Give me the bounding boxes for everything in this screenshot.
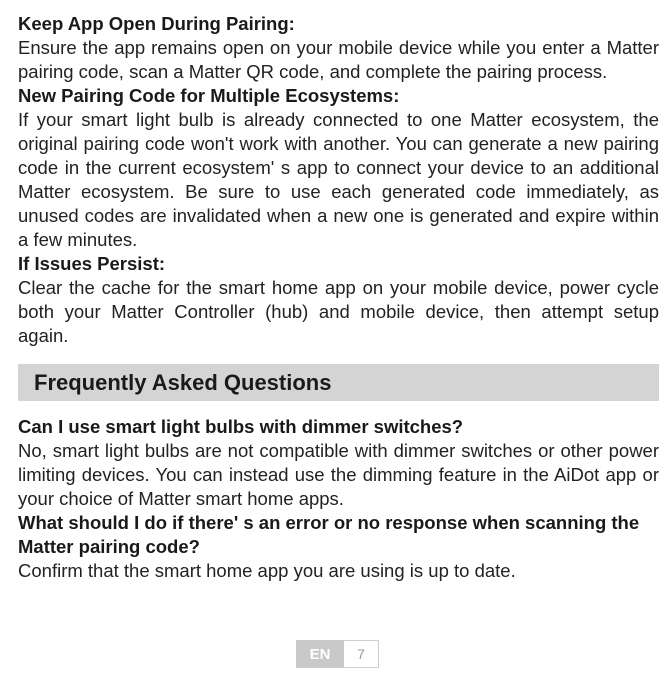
faq-question: What should I do if there' s an error or no response when scanning the Matter pairing code?: [18, 512, 640, 557]
page-footer: [296, 640, 379, 668]
troubleshooting-section: [18, 12, 659, 348]
tip-heading: If Issues Persist:: [18, 253, 166, 274]
faq-title: Frequently Asked Questions: [34, 369, 332, 395]
tip-heading: New Pairing Code for Multiple Ecosystems:: [18, 85, 400, 106]
tip-block: [18, 252, 659, 348]
page-number: 7: [344, 640, 379, 668]
faq-question: Can I use smart light bulbs with dimmer switches?: [18, 416, 464, 437]
language-badge: EN: [296, 640, 344, 668]
tip-text: If your smart light bulb is already connected to one Matter ecosystem, the original pairing code won't work with another. You can generate a new pairing code in the current ecosystem' s app to connect your device to an additional Matter ecosystem. Be sure to use each generated code immediately, as unused codes are invalidated when a new one is generated and expire within a few minutes.: [18, 109, 659, 250]
tip-block: [18, 12, 659, 84]
tip-text: Ensure the app remains open on your mobile device while you enter a Matter pairing code, scan a Matter QR code, and complete the pairing process.: [18, 37, 659, 82]
tip-text: Clear the cache for the smart home app on your mobile device, power cycle both your Matter Controller (hub) and mobile device, then attempt setup again.: [18, 277, 659, 346]
faq-section-header: [18, 364, 659, 401]
faq-section: [18, 415, 659, 583]
faq-item: [18, 511, 659, 583]
faq-answer: No, smart light bulbs are not compatible with dimmer switches or other power limiting devices. You can instead use the dimming feature in the AiDot app or your choice of Matter smart home apps.: [18, 440, 659, 509]
tip-heading: Keep App Open During Pairing:: [18, 13, 295, 34]
faq-item: [18, 415, 659, 511]
tip-block: [18, 84, 659, 252]
faq-answer: Confirm that the smart home app you are using is up to date.: [18, 560, 516, 581]
